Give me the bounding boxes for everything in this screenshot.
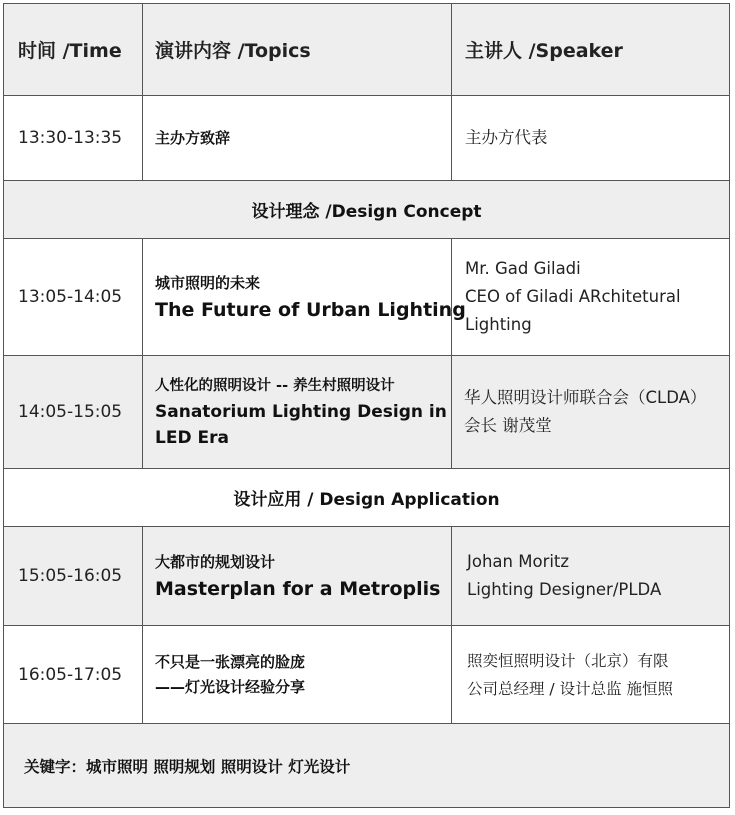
schedule-table [3, 3, 730, 808]
session-time: 14:05-15:05 [4, 356, 143, 468]
session-topic: 城市照明的未来 The Future of Urban Lighting [143, 239, 452, 355]
session-time: 15:05-16:05 [4, 527, 143, 625]
session-speaker: Mr. Gad Giladi CEO of Giladi ARchitetural Lighting [465, 259, 681, 334]
session-speaker: 照奕恒照明设计（北京）有限 公司总经理 / 设计总监 施恒照 [467, 651, 674, 698]
opening-speaker: 主办方代表 [465, 128, 548, 147]
session-time: 13:05-14:05 [4, 239, 143, 355]
session-topic: 人性化的照明设计 -- 养生村照明设计 Sanatorium Lighting Design in LED Era [143, 356, 452, 468]
keywords-row [4, 724, 729, 807]
header-speaker: 主讲人 /Speaker [465, 40, 623, 62]
section-title: 设计理念 /Design Concept [251, 202, 482, 222]
opening-time: 13:30-13:35 [4, 96, 143, 180]
header-time: 时间 /Time [4, 4, 143, 95]
section-title: 设计应用 / Design Application [233, 490, 500, 510]
opening-row [4, 96, 729, 181]
session-row [4, 356, 729, 469]
opening-topic: 主办方致辞 [143, 96, 452, 180]
header-row [4, 4, 729, 96]
session-topic: 大都市的规划设计 Masterplan for a Metroplis [143, 527, 452, 625]
session-row [4, 626, 729, 724]
session-row [4, 239, 729, 356]
keywords-text: 关键字：城市照明 照明规划 照明设计 灯光设计 [24, 757, 351, 776]
session-row [4, 527, 729, 626]
section-header-design-concept [4, 181, 729, 239]
session-topic: 不只是一张漂亮的脸庞 ——灯光设计经验分享 [143, 626, 452, 723]
section-header-design-application [4, 469, 729, 527]
session-speaker: 华人照明设计师联合会（CLDA） 会长 谢茂堂 [464, 388, 707, 435]
header-topics: 演讲内容 /Topics [143, 4, 452, 95]
session-speaker: Johan Moritz Lighting Designer/PLDA [467, 552, 662, 599]
session-time: 16:05-17:05 [4, 626, 143, 723]
